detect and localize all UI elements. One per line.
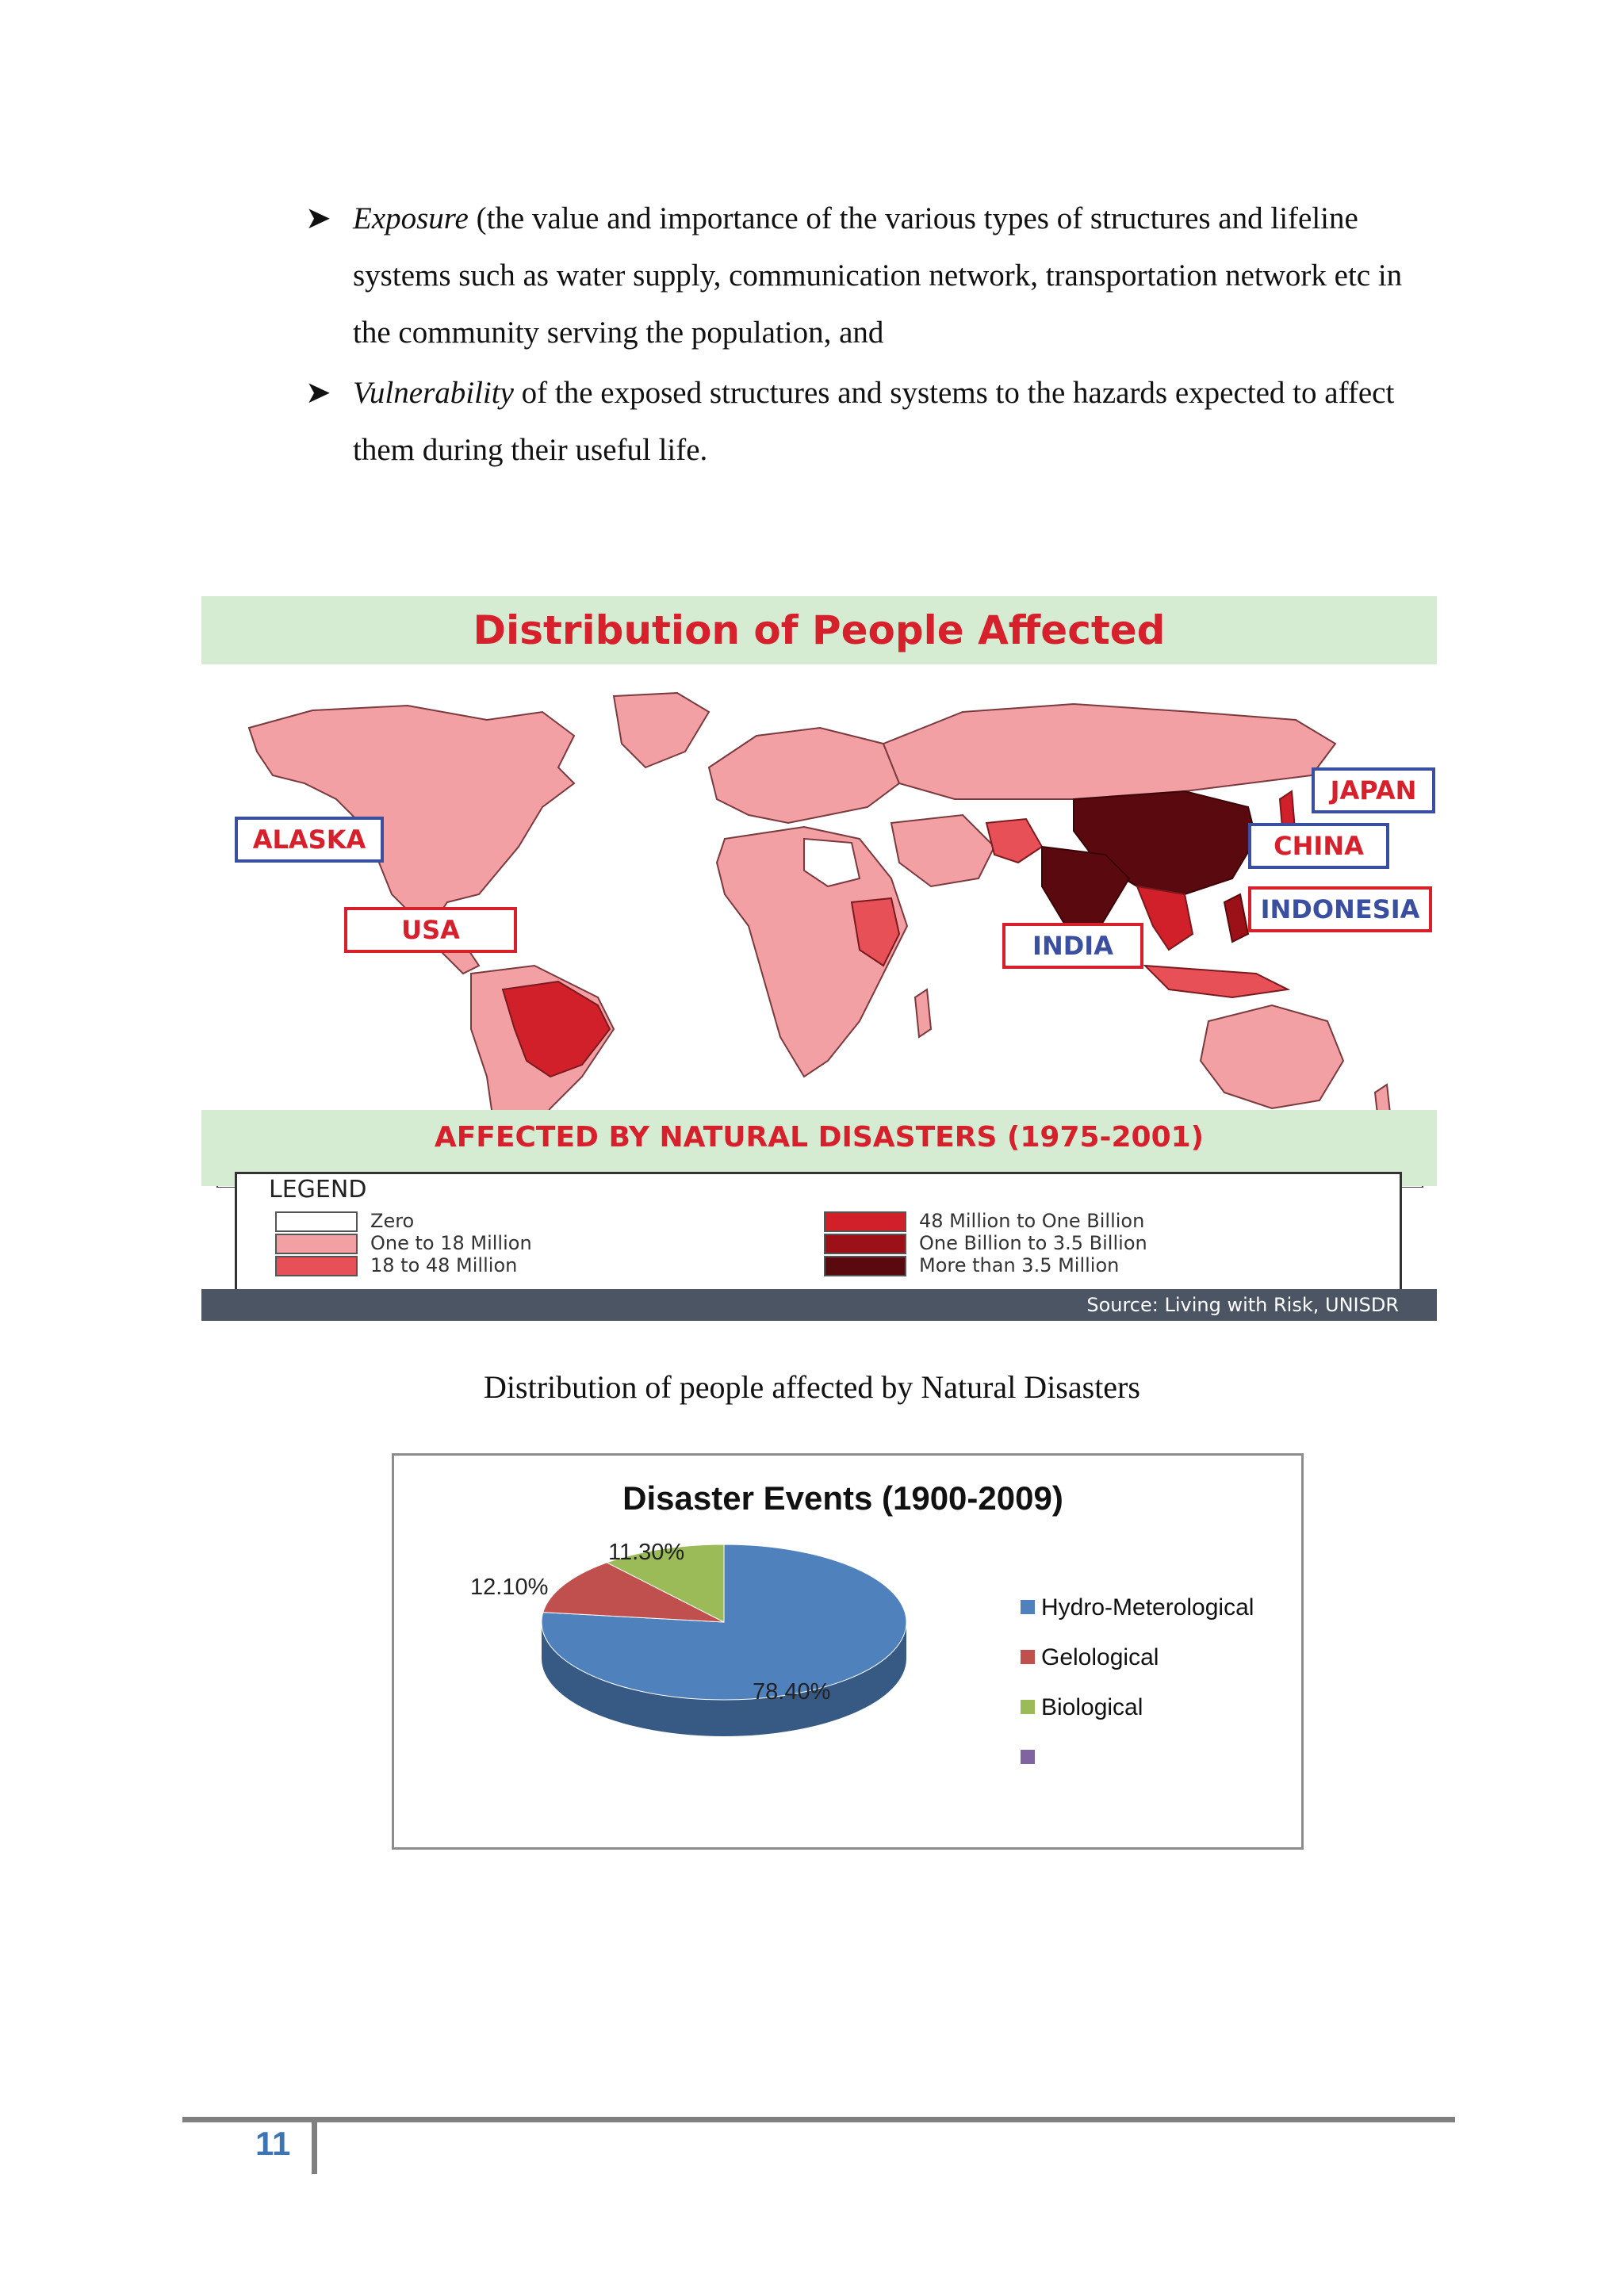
bullet-term: Vulnerability xyxy=(353,376,514,410)
label-india: INDIA xyxy=(1002,923,1143,969)
legend-label: Biological xyxy=(1041,1694,1143,1720)
legend-square xyxy=(1021,1700,1035,1714)
label-indonesia: INDONESIA xyxy=(1248,886,1432,932)
pie-label-geological: 12.10% xyxy=(470,1575,549,1600)
legend-label: One Billion to 3.5 Billion xyxy=(919,1232,1147,1254)
chart-legend-item-biological xyxy=(1021,1693,1143,1722)
world-map-figure xyxy=(201,596,1437,1321)
legend-item-18-to-48m xyxy=(275,1255,517,1276)
bullet-list xyxy=(305,190,1447,482)
footer-divider xyxy=(312,2122,317,2174)
bullet-term: Exposure xyxy=(353,201,469,235)
pie-chart-box xyxy=(392,1453,1304,1850)
legend-label: Zero xyxy=(370,1210,415,1232)
map-source: Source: Living with Risk, UNISDR xyxy=(1086,1294,1399,1316)
chart-legend-item-geological xyxy=(1021,1644,1159,1672)
legend-item-1b-to-3-5b xyxy=(824,1233,1147,1253)
legend-label: 18 to 48 Million xyxy=(370,1254,518,1276)
legend-item-more-than-3-5 xyxy=(824,1255,1119,1276)
bullet-text: (the value and importance of the various types of structures and lifeline systems such as water supply, communication network, transportation network etc in the community serving the population, and xyxy=(353,201,1403,350)
legend-item-zero xyxy=(275,1211,414,1231)
philippines-shape xyxy=(1224,894,1248,942)
russia-shape xyxy=(883,704,1335,799)
legend-swatch xyxy=(275,1256,358,1276)
legend-swatch xyxy=(824,1234,906,1254)
legend-square xyxy=(1021,1750,1035,1764)
label-usa: USA xyxy=(344,907,517,953)
legend-item-one-to-18m xyxy=(275,1233,532,1253)
legend-label: More than 3.5 Million xyxy=(919,1254,1120,1276)
pie-label-biological: 11.30% xyxy=(608,1540,685,1565)
indonesia-shape xyxy=(1145,966,1288,997)
label-china: CHINA xyxy=(1248,823,1389,869)
pakistan-shape xyxy=(986,819,1042,863)
legend-swatch xyxy=(824,1211,906,1232)
legend-swatch xyxy=(275,1234,358,1254)
bullet-vulnerability xyxy=(305,365,1447,479)
pie-chart xyxy=(394,1456,1301,1847)
australia-shape xyxy=(1201,1005,1343,1108)
europe-shape xyxy=(709,728,899,823)
madagascar-shape xyxy=(915,989,931,1037)
map-title: Distribution of People Affected xyxy=(473,607,1166,653)
map-source-band xyxy=(201,1289,1437,1321)
greenland-shape xyxy=(614,693,709,767)
map-subtitle: AFFECTED BY NATURAL DISASTERS (1975-2001) xyxy=(434,1121,1205,1154)
legend-label: Hydro-Meterological xyxy=(1041,1594,1254,1621)
arrow-bullet-icon: ➤ xyxy=(305,376,331,410)
pie-label-hydro: 78.40% xyxy=(753,1679,831,1705)
bullet-text: of the exposed structures and systems to the hazards expected to affect them during their useful life. xyxy=(353,376,1395,467)
north-america-shape xyxy=(249,706,574,926)
middle-east-shape xyxy=(891,815,994,886)
legend-label: One to 18 Million xyxy=(370,1232,532,1254)
bullet-exposure xyxy=(305,190,1447,362)
chart-legend-item-empty xyxy=(1021,1743,1041,1772)
legend-swatch xyxy=(275,1211,358,1232)
arrow-bullet-icon: ➤ xyxy=(305,201,331,235)
legend-label: Gelological xyxy=(1041,1644,1159,1670)
legend-title: LEGEND xyxy=(269,1176,367,1203)
legend-square xyxy=(1021,1650,1035,1664)
map-legend xyxy=(235,1172,1402,1292)
page-number: 11 xyxy=(255,2125,291,2162)
label-alaska: ALASKA xyxy=(235,817,384,863)
legend-label: 48 Million to One Billion xyxy=(919,1210,1145,1232)
legend-item-48m-to-1b xyxy=(824,1211,1144,1231)
label-japan: JAPAN xyxy=(1312,767,1435,813)
footer-rule xyxy=(182,2117,1455,2122)
legend-square xyxy=(1021,1600,1035,1614)
map-caption: Distribution of people affected by Natural Disasters xyxy=(484,1369,1140,1405)
legend-swatch xyxy=(824,1256,906,1276)
chart-legend-item-hydro xyxy=(1021,1594,1254,1622)
southeast-asia-shape xyxy=(1137,886,1193,950)
chart-title: Disaster Events (1900-2009) xyxy=(622,1479,1063,1517)
